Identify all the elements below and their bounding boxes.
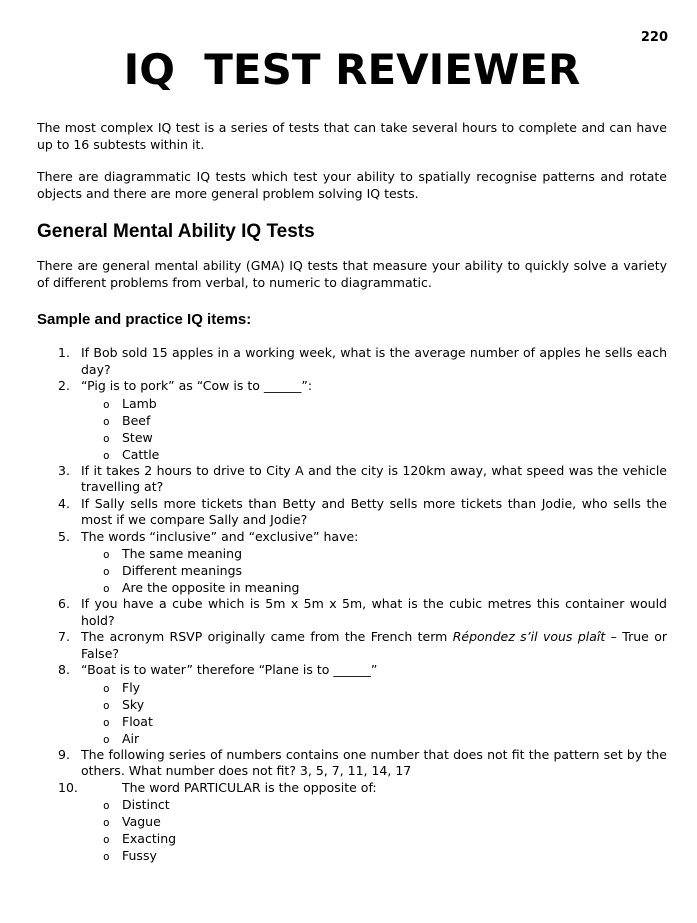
question-text-segment: – True or False? [81,629,667,661]
option-label: The same meaning [122,546,243,561]
option-row [37,696,667,713]
option-label: Are the opposite in meaning [122,580,300,595]
option-row [37,579,667,596]
option-row [37,830,667,847]
question-item [37,780,667,797]
option-label: Lamb [122,395,157,411]
question-text [81,529,667,546]
question-text-segment: If Bob sold 15 apples in a working week, what is the average number of apples he sells each day? [81,345,667,377]
question-text-segment: “Boat is to water” therefore “Plane is to ______” [81,662,378,677]
option-row [37,545,667,562]
section-paragraph: There are general mental ability (GMA) IQ tests that measure your ability to quickly solve a variety of different problems from verbal, to numeric to diagrammatic. [37,258,667,290]
question-item [37,629,667,662]
option-bullet: o [103,565,110,578]
question-number: 7. [58,629,70,644]
question-number: 5. [58,528,70,544]
option-row [37,730,667,747]
document-title: IQ TEST REVIEWER [123,45,581,94]
question-text-segment: The word PARTICULAR is the opposite of: [122,779,377,795]
question-number: 9. [58,746,70,762]
question-item [37,596,667,629]
option-row [37,412,667,429]
question-item [37,496,667,529]
question-text-segment: The following series of numbers contains one number that does not fit the pattern set by the others. What number does not fit? 3, 5, 7, 11, 14, 17 [81,746,667,778]
option-row [37,395,667,412]
option-row [37,446,667,463]
question-number: 2. [58,378,70,393]
question-number: 8. [58,662,70,677]
question-item [37,463,667,496]
question-text-segment: If it takes 2 hours to drive to City A and the city is 120km away, what speed was the vehicle travelling at? [81,462,667,494]
option-label: Vague [122,814,161,829]
question-text-segment: If you have a cube which is 5m x 5m x 5m, what is the cubic metres this container would hold? [81,596,667,628]
option-bullet: o [103,732,110,746]
option-label: Air [122,730,140,746]
option-label: Different meanings [122,563,243,578]
question-item [37,662,667,679]
option-label: Fly [122,679,141,695]
option-bullet: o [103,799,110,812]
option-label: Stew [122,429,153,445]
question-text-segment: The words “inclusive” and “exclusive” have: [81,528,359,544]
question-text-segment: The acronym RSVP originally came from the French term [81,629,453,644]
option-label: Float [122,713,153,729]
question-number: 1. [58,345,70,360]
question-number: 4. [58,495,70,511]
option-row [37,562,667,579]
option-label: Distinct [122,797,170,812]
question-text [81,463,667,496]
question-item [37,529,667,546]
question-text [122,780,667,797]
option-row [37,813,667,830]
question-item [37,345,667,378]
question-text [81,496,667,529]
option-row [37,847,667,864]
option-bullet: o [103,414,110,428]
question-item [37,747,667,780]
option-bullet: o [103,397,110,411]
question-number: 10. [58,779,78,795]
option-bullet: o [103,548,110,561]
option-bullet: o [103,431,110,445]
document-page [0,30,697,923]
question-text [81,747,667,780]
question-text [81,378,667,395]
option-label: Sky [122,696,145,712]
question-text-segment: “Pig is to pork” as “Cow is to ______”: [81,378,313,393]
option-row [37,429,667,446]
section-heading: General Mental Ability IQ Tests [37,221,315,242]
question-text [81,662,667,679]
intro-paragraph-1: The most complex IQ test is a series of tests that can take several hours to complete and can have up to 16 subtests within it. [37,120,667,152]
option-row [37,679,667,696]
question-number: 6. [58,596,70,611]
option-row [37,796,667,813]
question-number: 3. [58,462,70,478]
option-bullet: o [103,850,110,863]
option-bullet: o [103,833,110,846]
page-number: 220 [640,30,668,45]
option-label: Fussy [122,848,157,863]
question-list [37,345,667,864]
question-text-italic: Répondez s’il vous plaît [452,629,606,644]
question-text [81,596,667,629]
option-label: Cattle [122,446,160,462]
option-label: Beef [122,412,151,428]
question-text [81,345,667,378]
option-bullet: o [103,582,110,595]
question-text [81,629,667,662]
question-text-segment: If Sally sells more tickets than Betty and Betty sells more tickets than Jodie, who sells the most if we compare Sally and Jodie? [81,495,667,527]
option-bullet: o [103,816,110,829]
intro-paragraph-2: There are diagrammatic IQ tests which test your ability to spatially recognise patterns and rotate objects and there are more general problem solving IQ tests. [37,169,667,201]
section-subheading: Sample and practice IQ items: [37,311,252,328]
option-bullet: o [103,698,110,712]
option-bullet: o [103,448,110,462]
option-label: Exacting [122,831,177,846]
option-bullet: o [103,681,110,695]
option-row [37,713,667,730]
question-item [37,378,667,395]
option-bullet: o [103,715,110,729]
